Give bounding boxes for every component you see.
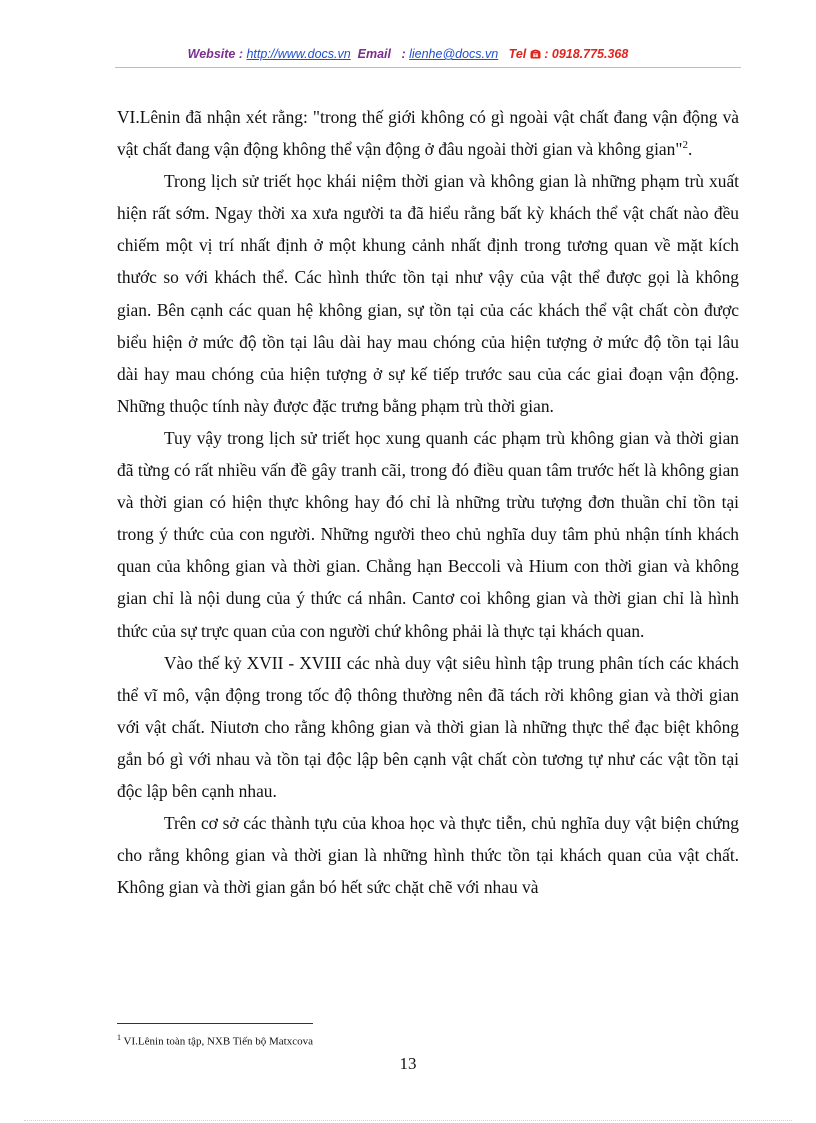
website-label: Website : [187, 47, 243, 61]
page-header [0, 47, 816, 61]
footnote-marker: 1 [117, 1033, 121, 1042]
page-number: 13 [399, 1054, 417, 1073]
paragraph-1-end: . [687, 139, 693, 160]
footnote-divider [117, 1023, 313, 1024]
footnote-text: VI.Lênin toàn tập, NXB Tiến bộ Matxcova [121, 1035, 313, 1048]
header-divider [115, 67, 741, 68]
email-label: Email [357, 47, 392, 61]
website-link[interactable]: http://www.docs.vn [246, 47, 351, 61]
page-bottom-border [24, 1120, 792, 1121]
paragraph-1-text: VI.Lênin đã nhận xét rằng: "trong thế giới không có gì ngoài vật chất đang vận động và vật chất đang vận động không thể vận động ở đâu ngoài thời gian và không gian" [117, 107, 739, 160]
paragraph-2: Trong lịch sử triết học khái niệm thời gian và không gian là những phạm trù xuất hiện rất sớm. Ngay thời xa xưa người ta đã hiểu rằng bất kỳ khách thể vật chất nào đều chiếm một vị trí nhất định ở một khung cảnh nhất định trong tương quan về mặt kích thước so với khách thể. Các hình thức tồn tại như vậy của vật thể được gọi là không gian. Bên cạnh các quan hệ không gian, sự tồn tại của các khách thể vật chất còn được biểu hiện ở mức độ tồn tại lâu dài hay mau chóng của hiện tượng ở mức độ tồn tại lâu dài hay mau chóng của hiện tượng ở sự kế tiếp trước sau của các giai đoạn vận động. Những thuộc tính này được đặc trưng bằng phạm trù thời gian. [117, 171, 739, 416]
tel-number: : 0918.775.368 [544, 47, 629, 61]
paragraph-4: Vào thế kỷ XVII - XVIII các nhà duy vật siêu hình tập trung phân tích các khách thể vĩ mô, vận động trong tốc độ thông thường nên đã tách rời không gian và thời gian với vật chất. Niutơn cho rằng không gian và thời gian là những thực thể đạc biệt không gắn bó gì với nhau và tồn tại độc lập bên cạnh vật chất còn tương tự như các vật tồn tại độc lập bên cạnh nhau. [117, 652, 739, 801]
tel-label: Tel [508, 47, 527, 61]
reference-marker: 2 [682, 139, 688, 152]
body-text [117, 101, 739, 903]
email-link[interactable]: lienhe@docs.vn [409, 47, 499, 61]
footnote [117, 1031, 313, 1049]
email-separator: : [401, 47, 406, 61]
paragraph-3: Tuy vậy trong lịch sử triết học xung quanh các phạm trù không gian và thời gian đã từng có rất nhiều vấn đề gây tranh cãi, trong đó điều quan tâm trước hết là không gian và thời gian có hiện thực không hay đó chỉ là những trừu tượng đơn thuần chỉ tồn tại trong ý thức của con người. Những người theo chủ nghĩa duy tâm phủ nhận tính khách quan của không gian và thời gian. Chẳng hạn Beccoli và Hium con thời gian và không gian chỉ là nội dung của ý thức cá nhân. Cantơ coi không gian và thời gian chỉ là hình thức của sự trực quan của con người chứ không phải là thực tại khách quan. [117, 427, 739, 641]
paragraph-1 [117, 101, 739, 165]
paragraph-5: Trên cơ sở các thành tựu của khoa học và thực tiễn, chủ nghĩa duy vật biện chứng cho rằng không gian và thời gian là những hình thức tồn tại khách quan của vật chất. Không gian và thời gian gắn bó hết sức chặt chẽ với nhau và [117, 813, 739, 898]
phone-icon [530, 47, 544, 61]
